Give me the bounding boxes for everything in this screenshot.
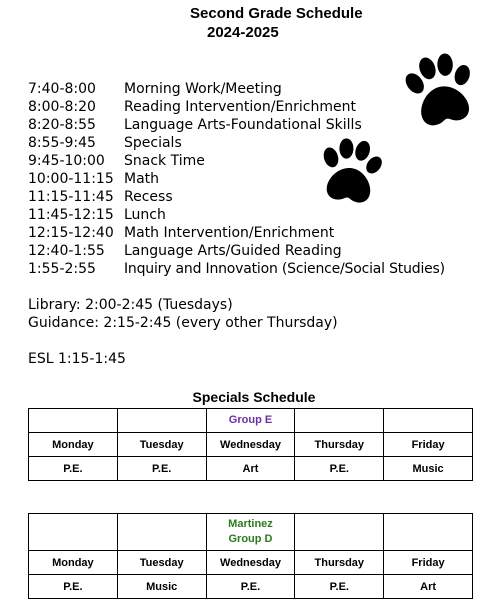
schedule-time: 12:40-1:55 [28, 243, 105, 259]
schedule-row [28, 80, 445, 98]
group-row [29, 514, 473, 551]
schedule-time: 7:40-8:00 [28, 81, 96, 97]
schedule-row [28, 152, 445, 170]
special-cell: Art [384, 575, 473, 599]
schedule-activity: Morning Work/Meeting [124, 81, 282, 97]
schedule-time: 10:00-11:15 [28, 171, 114, 187]
day-header: Monday [29, 551, 118, 575]
empty-cell [117, 514, 206, 551]
schedule-activity: Inquiry and Innovation (Science/Social Studies) [124, 261, 445, 277]
schedule-row [28, 170, 445, 188]
special-cell: Music [384, 457, 473, 481]
specials-title: Specials Schedule [192, 389, 316, 405]
empty-cell [29, 514, 118, 551]
year-text: 2024-2025 [207, 24, 279, 41]
schedule-time: 11:15-11:45 [28, 189, 114, 205]
schedule-activity: Lunch [124, 207, 166, 223]
special-cell: P.E. [29, 457, 118, 481]
special-cell: Music [117, 575, 206, 599]
day-header: Thursday [295, 433, 384, 457]
schedule-activity: Math [124, 171, 160, 187]
schedule-time: 11:45-12:15 [28, 207, 114, 223]
empty-cell [295, 514, 384, 551]
special-cell: P.E. [206, 575, 295, 599]
empty-cell [384, 514, 473, 551]
day-header: Wednesday [206, 433, 295, 457]
special-cell: P.E. [295, 457, 384, 481]
group-name: Group D [228, 533, 273, 545]
schedule-time: 12:15-12:40 [28, 225, 114, 241]
special-cell: P.E. [29, 575, 118, 599]
empty-cell [117, 409, 206, 433]
empty-cell [384, 409, 473, 433]
schedule-row [28, 260, 445, 278]
daily-schedule [28, 80, 445, 278]
day-header: Friday [384, 433, 473, 457]
group-label [206, 409, 295, 433]
schedule-activity: Recess [124, 189, 173, 205]
schedule-time: 8:55-9:45 [28, 135, 96, 151]
esl-note: ESL 1:15-1:45 [28, 351, 126, 367]
library-note: Library: 2:00-2:45 (Tuesdays) [28, 297, 233, 313]
schedule-time: 8:00-8:20 [28, 99, 96, 115]
empty-cell [29, 409, 118, 433]
special-cell: P.E. [295, 575, 384, 599]
schedule-row [28, 134, 445, 152]
special-cell: Art [206, 457, 295, 481]
schedule-row [28, 206, 445, 224]
schedule-activity: Language Arts/Guided Reading [124, 243, 342, 259]
day-header: Tuesday [117, 551, 206, 575]
schedule-activity: Snack Time [124, 153, 205, 169]
schedule-row [28, 188, 445, 206]
schedule-time: 1:55-2:55 [28, 261, 96, 277]
day-header: Wednesday [206, 551, 295, 575]
specials-table-group-d [28, 513, 473, 599]
group-label [206, 514, 295, 551]
empty-cell [295, 409, 384, 433]
guidance-note: Guidance: 2:15-2:45 (every other Thursday) [28, 315, 338, 331]
special-row [29, 457, 473, 481]
day-row [29, 433, 473, 457]
special-row [29, 575, 473, 599]
schedule-activity: Specials [124, 135, 182, 151]
day-header: Monday [29, 433, 118, 457]
schedule-time: 8:20-8:55 [28, 117, 96, 133]
group-name: Group E [228, 414, 273, 426]
day-header: Tuesday [117, 433, 206, 457]
schedule-activity: Math Intervention/Enrichment [124, 225, 335, 241]
schedule-activity: Reading Intervention/Enrichment [124, 99, 356, 115]
day-header: Thursday [295, 551, 384, 575]
schedule-row [28, 116, 445, 134]
schedule-row [28, 98, 445, 116]
specials-table-group-e [28, 408, 473, 481]
schedule-row [28, 242, 445, 260]
group-row [29, 409, 473, 433]
title-text: Second Grade Schedule [190, 5, 363, 22]
schedule-time: 9:45-10:00 [28, 153, 105, 169]
day-header: Friday [384, 551, 473, 575]
schedule-activity: Language Arts-Foundational Skills [124, 117, 362, 133]
special-cell: P.E. [117, 457, 206, 481]
day-row [29, 551, 473, 575]
schedule-row [28, 224, 445, 242]
teacher-name: Martinez [228, 518, 273, 530]
